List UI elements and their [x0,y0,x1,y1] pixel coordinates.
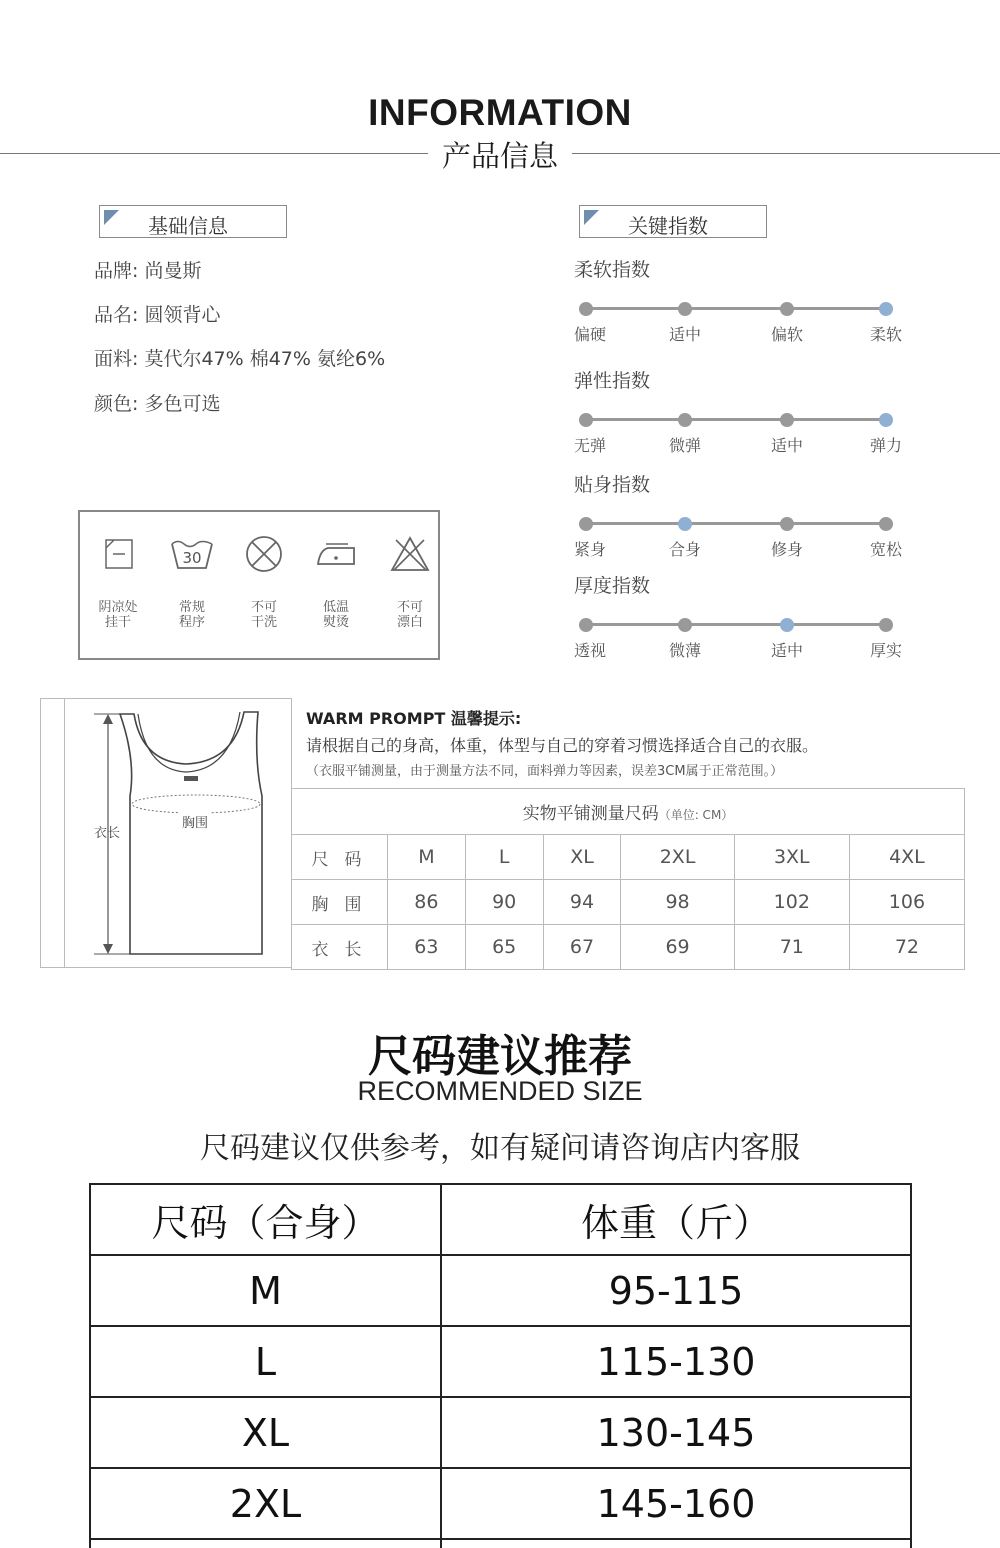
recommend-row [90,1255,911,1326]
recommend-size-cell: M [90,1255,441,1326]
index-option-label: 微弹 [668,436,701,455]
index-dot [780,517,794,531]
measurement-cell: 69 [621,925,734,970]
index-dot [579,618,593,632]
measurement-row-head: 胸围 [292,880,388,925]
measurement-caption-row: 实物平铺测量尺码（单位: CM） [292,789,965,835]
care-caption: 阴凉处 挂干 [98,600,138,630]
recommend-size-cell: XL [90,1397,441,1468]
measurement-cell: 67 [543,925,621,970]
key-index-section-label: 关键指数 [579,205,767,238]
color-line: 颜色: 多色可选 [94,393,221,415]
no-dry-clean-icon [243,534,285,574]
index-dot [780,413,794,427]
index-option-label: 宽松 [869,540,902,559]
measurement-row [292,925,965,970]
measurement-table [291,788,965,970]
info-title: INFORMATION [368,92,632,133]
index-dot-selected [879,413,893,427]
index-option-label: 紧身 [573,540,606,559]
measurement-cell: 4XL [849,835,964,880]
recommend-weight-cell: 115-130 [441,1326,911,1397]
recommend-title: 尺码建议推荐 [368,1031,632,1082]
index-dot [579,302,593,316]
warm-prompt-note: （衣服平铺测量，由于测量方法不同，面料弹力等因素，误差3CM属于正常范围。） [306,764,784,779]
care-item-no-dry-clean: 不可 干洗 [228,534,300,630]
index-track [586,418,886,421]
index-option-label: 弹力 [869,436,902,455]
measurement-cell: 65 [465,925,543,970]
recommend-row [90,1397,911,1468]
measurement-cell: L [465,835,543,880]
basic-info-section-label: 基础信息 [99,205,287,238]
index-option-label: 适中 [770,436,803,455]
index-dot [879,618,893,632]
measurement-row-head: 尺码 [292,835,388,880]
recommend-weight-cell: 145-160 [441,1468,911,1539]
care-item-no-bleach: 不可 漂白 [374,534,446,630]
care-item-low-iron: 低温 熨烫 [300,534,372,630]
index-option-label: 透视 [573,641,606,660]
index-dot [879,517,893,531]
measurement-cell: 72 [849,925,964,970]
index-dot [579,517,593,531]
wash-30-icon [168,534,216,574]
index-dot [678,413,692,427]
index-option-label: 偏软 [770,325,803,344]
index-track [586,522,886,525]
svg-text:30: 30 [182,549,202,567]
measurement-row [292,880,965,925]
index-dot-selected [678,517,692,531]
index-option-label: 修身 [770,540,803,559]
index-dot [579,413,593,427]
index-option-label: 合身 [668,540,701,559]
recommend-note: 尺码建议仅供参考，如有疑问请咨询店内客服 [200,1131,800,1166]
recommend-row [90,1326,911,1397]
warm-prompt-text: 请根据自己的身高，体重，体型与自己的穿着习惯选择适合自己的衣服。 [306,736,819,755]
index-dot-selected [879,302,893,316]
index-track [586,307,886,310]
measurement-cell: 90 [465,880,543,925]
size-header: 尺码（合身） [90,1184,441,1255]
warm-prompt-heading: WARM PROMPT 温馨提示: [306,709,522,728]
index-option-label: 无弹 [573,436,606,455]
index-title: 厚度指数 [574,575,651,597]
index-option-label: 偏硬 [573,325,606,344]
recommend-row [90,1539,911,1548]
index-dot [678,618,692,632]
index-option-label: 适中 [668,325,701,344]
recommend-size-cell: L [90,1326,441,1397]
measurement-row [292,835,965,880]
recommend-weight-cell: 95-115 [441,1255,911,1326]
measurement-cell: 98 [621,880,734,925]
measurement-cell: 86 [388,880,466,925]
shade-dry-icon [98,534,138,574]
measurement-cell: 102 [734,880,849,925]
recommend-table [89,1183,912,1548]
weight-header: 体重（斤） [441,1184,911,1255]
chest-label: 胸围 [180,812,210,831]
corner-marker-icon [584,210,599,225]
index-track [586,623,886,626]
care-item-shade-dry [82,534,154,630]
care-instructions [78,510,440,660]
low-iron-icon [312,534,360,574]
index-dot-selected [780,618,794,632]
index-option-label: 适中 [770,641,803,660]
brand-line: 品牌: 尚曼斯 [94,260,202,282]
recommend-size-cell [90,1539,441,1548]
measurement-cell: 71 [734,925,849,970]
corner-marker-icon [104,210,119,225]
index-option-label: 柔软 [869,325,902,344]
length-label: 衣长 [94,826,121,841]
measurement-cell: M [388,835,466,880]
recommend-header-row [90,1184,911,1255]
measurement-row-head: 衣长 [292,925,388,970]
recommend-weight-cell [441,1539,911,1548]
measurement-cell: 63 [388,925,466,970]
info-subtitle: 产品信息 [0,134,1000,175]
measurement-cell: 94 [543,880,621,925]
fabric-line: 面料: 莫代尔47% 棉47% 氨纶6% [94,348,386,370]
measurement-cell: 3XL [734,835,849,880]
index-title: 贴身指数 [574,474,651,496]
measurement-cell: 106 [849,880,964,925]
product-name-line: 品名: 圆领背心 [94,304,221,326]
index-title: 柔软指数 [574,259,651,281]
measurement-cell: 2XL [621,835,734,880]
index-dot [678,302,692,316]
index-dot [780,302,794,316]
index-option-label: 厚实 [869,641,902,660]
recommend-title-en: RECOMMENDED SIZE [357,1076,643,1106]
index-title: 弹性指数 [574,370,651,392]
recommend-size-cell: 2XL [90,1468,441,1539]
recommend-weight-cell: 130-145 [441,1397,911,1468]
measurement-cell: XL [543,835,621,880]
index-option-label: 微薄 [668,641,701,660]
recommend-row [90,1468,911,1539]
care-item-wash: 30 常规 程序 [156,534,228,630]
no-bleach-icon [388,534,432,574]
